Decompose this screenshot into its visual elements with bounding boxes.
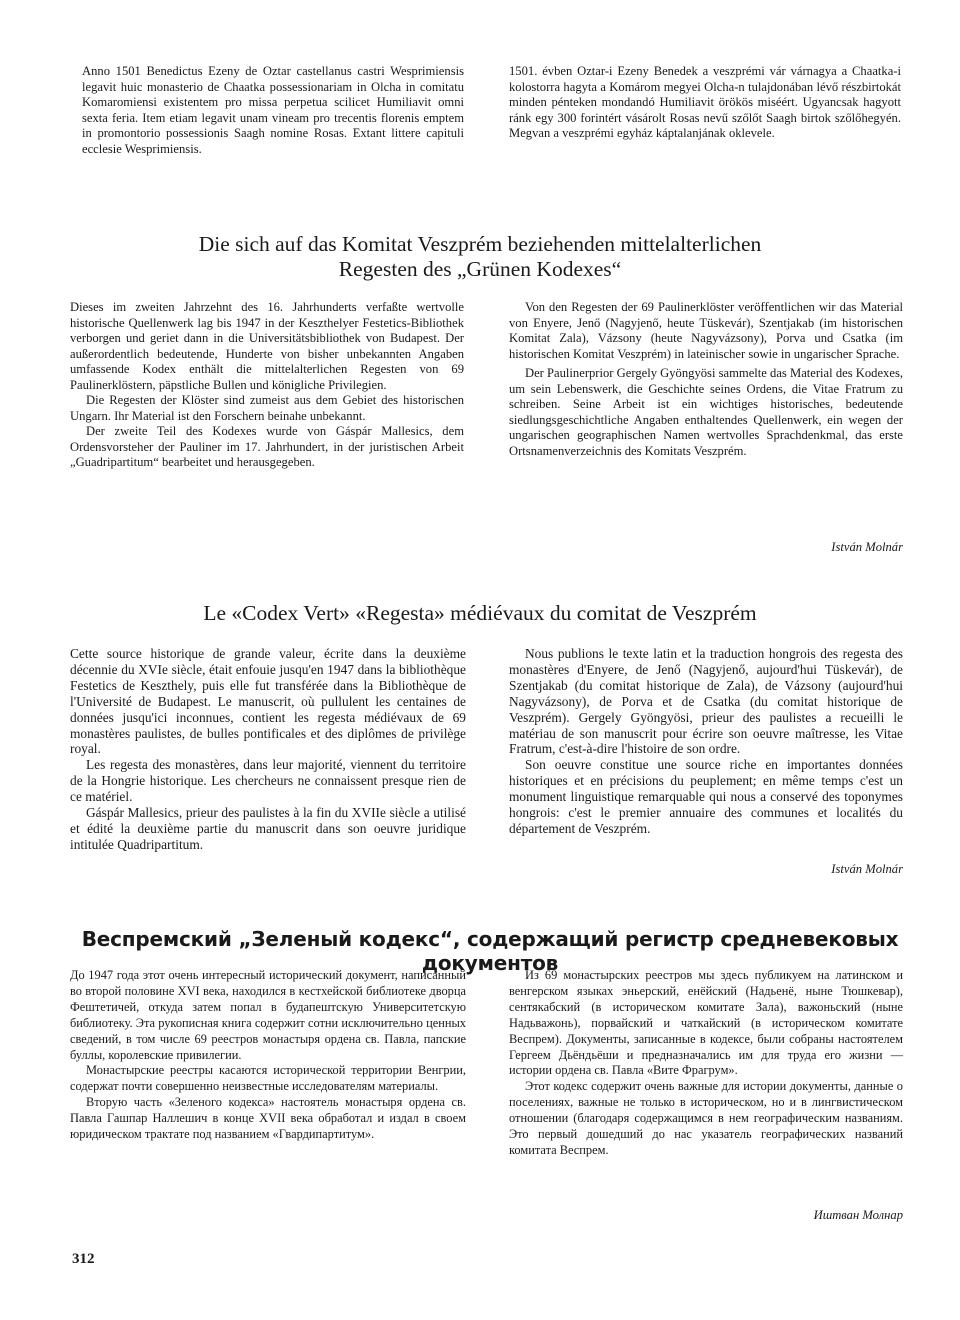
french-paragraph: Les regesta des monastères, dans leur majorité, viennent du territoire de la Hongrie historique. Les chercheurs ne connaissent presque rien de ce matériel. xyxy=(70,757,466,805)
russian-paragraph: Из 69 монастырских реестров мы здесь публикуем на латинском и венгерском языках эньерский, енёйский (Надьенё, ныне Тюшкевар), сентякабский (в историческом комитате Зала), важоньский (ныне Надьважонь), порвайский и чаткайский (в историческом комитате Веспрем). Документы, записанные в кодексе, были собраны настоятелем Гергеем Дьёндьёши и предназначались им для труда его жизни — истории ордена св. Павла «Вите Фрагрум». xyxy=(509,968,903,1078)
russian-signature: Иштван Молнар xyxy=(813,1208,903,1222)
hungarian-regesta-text xyxy=(509,64,901,142)
german-paragraph: Der zweite Teil des Kodexes wurde von Gáspár Mallesics, dem Ordensvorsteher der Pauliner im 17. Jahrhundert, in der juristischen Arbeit „Guadripartitum“ bearbeitet und herausgegeben. xyxy=(70,424,464,469)
russian-paragraph: Этот кодекс содержит очень важные для истории документы, данные о поселениях, важные не только в историческом, но и в лингвистическом отношении (благодаря содержащимся в нем географическим названиям. Это первый дошедший до нас указатель географических названий комитата Веспрем. xyxy=(509,1079,903,1157)
german-heading-line-2: Regesten des „Grünen Kodexes“ xyxy=(338,257,622,281)
german-paragraph: Die Regesten der Klöster sind zumeist aus dem Gebiet des historischen Ungarn. Ihr Material ist den Forschern beinahe unbekannt. xyxy=(70,393,464,423)
french-heading: Le «Codex Vert» «Regesta» médiévaux du comitat de Veszprém xyxy=(203,601,757,625)
german-heading-line-1: Die sich auf das Komitat Veszprém beziehenden mittelalterlichen xyxy=(198,232,762,256)
french-right-column xyxy=(509,646,903,837)
french-paragraph: Gáspár Mallesics, prieur des paulistes à la fin du XVIIe siècle a utilisé et édité la deuxième partie du manuscrit dans son oeuvre juridique intitulée Quadripartitum. xyxy=(70,805,466,852)
russian-heading: Веспремский „Зеленый кодекс“, содержащий регистр средневековых документов xyxy=(81,927,899,975)
french-left-column xyxy=(70,646,466,853)
german-left-column xyxy=(70,300,464,471)
french-signature: István Molnár xyxy=(831,862,903,876)
german-signature: István Molnár xyxy=(831,540,903,554)
german-heading xyxy=(60,232,900,282)
russian-right-column xyxy=(509,968,903,1159)
russian-paragraph: До 1947 года этот очень интересный исторический документ, написанный во второй половине XVI века, находился в кестхейской библиотеке дворца Фештетичей, откуда затем попал в будапештскую Университетскую библиотеку. Эта рукописная книга содержит сотни исключительно ценных сведений, в том числе 69 реестров монастыря ордена св. Павла, папские буллы, королевские привилегии. xyxy=(70,968,466,1062)
latin-regesta-text xyxy=(82,64,464,158)
russian-paragraph: Монастырские реестры касаются исторической территории Венгрии, содержат почти совершенно неизвестные исследователям материалы. xyxy=(70,1063,466,1094)
russian-paragraph: Вторую часть «Зеленого кодекса» настоятель монастыря ордена св. Павла Гашпар Наллешич в конце XVII века обработал и издал в своем юридическом трактате под названием «Гвардипартитум». xyxy=(70,1095,466,1142)
latin-paragraph: Anno 1501 Benedictus Ezeny de Oztar castellanus castri Wesprimiensis legavit huic monasterio de Chaatka possessionariam in Olcha in comitatu Komaromiensi existentem pro missa perpetua scilicet Humiliavit omni sexta feria. Item etiam legavit unam vineam pro trecentis florenis emptem in promontorio possessionis Saagh nomine Rosas. Extant littere capituli ecclesie Wesprimiensis. xyxy=(82,64,464,156)
french-paragraph: Cette source historique de grande valeur, écrite dans la deuxième décennie du XVIe siècle, était enfouie jusqu'en 1947 dans la bibliothèque Festetics de Keszthely, puis elle fut transférée dans la Bibliothèque de l'Université de Budapest. Le manuscrit, où pullulent les centaines de données jusqu'ici inconnues, contient les regesta médiévaux de 69 monastères paulistes, de bulles pontificales et des diplômes de privilège royal. xyxy=(70,646,466,757)
russian-left-column xyxy=(70,968,466,1143)
french-paragraph: Nous publions le texte latin et la traduction hongrois des regesta des monastères d'Enyere, de Jenő (Nagyjenő, aujourd'hui Tüskevár), de Szentjakab (du comitat historique de Zala), de Vázsony (aujourd'hui Nagyvázsony), de Porva et de Csatka (du comitat historique de Veszprém). Gergely Gyöngyösi, prieur des paulistes a recueilli le matériau de son manuscrit pour écrire son oeuvre maîtresse, les Vitae Fratrum, c'est-à-dire l'histoire de son ordre. xyxy=(509,646,903,757)
german-right-column xyxy=(509,300,903,459)
french-paragraph: Son oeuvre constitue une source riche en importantes données historiques et en précisions du peuplement; en même temps c'est un monument linguistique remarquable qui nous a conservé des toponymes hongrois: c'est le premier annuaire des communes et localités du département de Veszprém. xyxy=(509,757,903,836)
hungarian-paragraph: 1501. évben Oztar-i Ezeny Benedek a veszprémi vár várnagya a Chaatka-i kolostorra hagyta a Komárom megyei Olcha-n tulajdonában lévő részbirtokát minden pénteken mondandó Humiliavit örökös miséért. Ugyancsak hagyott ránk egy 300 forintért vásárolt Rosas nevű szőlőt Saagh birtok szőlőhegyén. Megvan a veszprémi egyház káptalanjának oklevele. xyxy=(509,64,901,141)
german-paragraph: Der Paulinerprior Gergely Gyöngyösi sammelte das Material des Kodexes, um sein Lebenswerk, die Geschichte seines Ordens, die Vitae Fratrum zu schreiben. Seine Arbeit ist ein wichtiges historisches, bedeutende siedlungsgeschichtliche Angaben enthaltendes Quellenwerk, ein wegen der ungarischen geographischen Namen wertvolles Sprachdenkmal, das erste Ortsnamenverzeichnis des Komitats Veszprém. xyxy=(509,366,903,458)
german-paragraph: Von den Regesten der 69 Paulinerklöster veröffentlichen wir das Material von Enyere, Jenő (Nagyjenő, heute Tüskevár), Szentjakab (im historischen Komitat Zala), Vázsony (heute Nagyvázsony), Porva und Csatka (im historischen Komitat Veszprém) in lateinischer sowie in ungarischer Sprache. xyxy=(509,300,903,361)
page-number: 312 xyxy=(72,1251,95,1267)
german-paragraph: Dieses im zweiten Jahrzehnt des 16. Jahrhunderts verfaßte wertvolle historische Quellenwerk lag bis 1947 in der Keszthelyer Festetics-Bibliothek verborgen und geriet dann in die Universitätsbibliothek von Budapest. Der außerordentlich bedeutende, Hunderte von bisher unbekannten Angaben umfassende Kodex enthält die mittelalterlichen Regesten von 69 Paulinerklöstern, päpstliche Bullen und königliche Privilegien. xyxy=(70,300,464,392)
